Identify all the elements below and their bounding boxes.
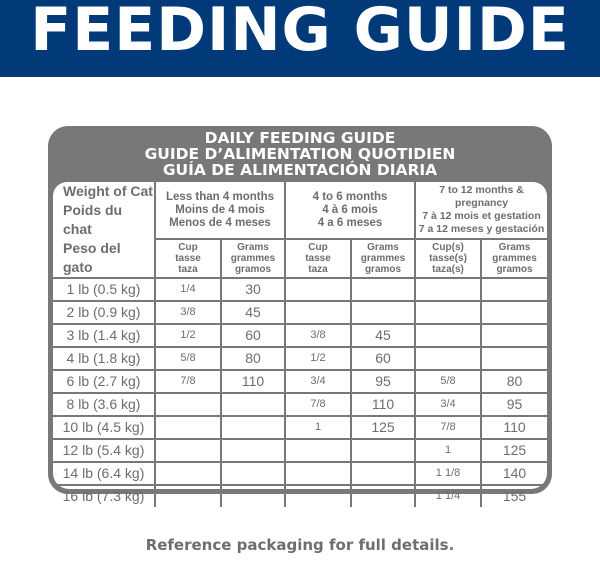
grams-cell xyxy=(351,462,415,485)
group-header-4-to-6-months xyxy=(285,182,415,239)
unit-line: grammes xyxy=(230,253,276,265)
cup-cell xyxy=(155,416,221,439)
cup-cell xyxy=(285,462,351,485)
grams-cell: 80 xyxy=(221,347,285,370)
unit-line: taza(s) xyxy=(432,264,464,276)
unit-line: Cup(s) xyxy=(432,242,464,254)
grams-cell: 155 xyxy=(481,485,547,507)
cup-cell: 3/8 xyxy=(285,324,351,347)
cup-cell: 3/8 xyxy=(155,301,221,324)
unit-header-cup xyxy=(155,239,221,278)
unit-line: grammes xyxy=(360,253,406,265)
cup-cell: 7/8 xyxy=(415,416,481,439)
cup-cell: 7/8 xyxy=(285,393,351,416)
cup-cell: 1 1/4 xyxy=(415,485,481,507)
reference-note: Reference packaging for full details. xyxy=(145,536,455,554)
table-row xyxy=(53,462,547,485)
unit-header-cups xyxy=(415,239,481,278)
group-line: Moins de 4 mois xyxy=(175,203,265,216)
table-row xyxy=(53,439,547,462)
group-line: 7 to 12 months & pregnancy xyxy=(439,184,524,210)
unit-line: taza xyxy=(178,264,198,276)
unit-line: tasse xyxy=(175,253,201,265)
cup-cell: 1/2 xyxy=(285,347,351,370)
table-row xyxy=(53,393,547,416)
unit-header-grams xyxy=(221,239,285,278)
weight-cell: 12 lb (5.4 kg) xyxy=(53,439,155,462)
cup-cell xyxy=(285,439,351,462)
grams-cell: 60 xyxy=(351,347,415,370)
cup-cell xyxy=(415,324,481,347)
group-line: Less than 4 months xyxy=(166,190,274,203)
unit-line: Grams xyxy=(367,242,399,254)
table-row xyxy=(53,301,547,324)
cup-cell xyxy=(285,278,351,301)
unit-line: gramos xyxy=(364,264,402,276)
group-line: 4 à 6 mois xyxy=(322,203,378,216)
cup-cell: 1/2 xyxy=(155,324,221,347)
cup-cell: 7/8 xyxy=(155,370,221,393)
unit-line: tasse(s) xyxy=(429,253,467,265)
table-title-es: GUÍA DE ALIMENTACIÓN DIARIA xyxy=(162,161,438,179)
table-row xyxy=(53,416,547,439)
grams-cell xyxy=(481,324,547,347)
unit-line: gramos xyxy=(234,264,272,276)
weight-header xyxy=(53,182,155,278)
cup-cell xyxy=(285,485,351,507)
cup-cell xyxy=(415,347,481,370)
weight-cell: 8 lb (3.6 kg) xyxy=(53,393,155,416)
grams-cell: 30 xyxy=(221,278,285,301)
grams-cell: 140 xyxy=(481,462,547,485)
table-row xyxy=(53,278,547,301)
feeding-guide-banner xyxy=(0,0,600,77)
grams-cell xyxy=(351,439,415,462)
unit-line: Grams xyxy=(237,242,269,254)
group-header-7-to-12-months xyxy=(415,182,547,239)
feeding-table xyxy=(53,182,547,507)
cup-cell: 3/4 xyxy=(285,370,351,393)
weight-cell: 14 lb (6.4 kg) xyxy=(53,462,155,485)
weight-header-fr: Poids du chat xyxy=(63,202,123,237)
cup-cell: 1/4 xyxy=(155,278,221,301)
table-title xyxy=(48,130,552,178)
unit-header-cup xyxy=(285,239,351,278)
group-line: 7 à 12 mois et gestation xyxy=(422,210,541,223)
grams-cell: 45 xyxy=(221,301,285,324)
feeding-table-body xyxy=(53,182,547,504)
weight-cell: 2 lb (0.9 kg) xyxy=(53,301,155,324)
page-title: FEEDING GUIDE xyxy=(30,0,570,65)
cup-cell xyxy=(155,485,221,507)
cup-cell xyxy=(155,462,221,485)
weight-cell: 6 lb (2.7 kg) xyxy=(53,370,155,393)
cup-cell xyxy=(415,301,481,324)
unit-line: Grams xyxy=(498,242,531,254)
weight-header-es: Peso del gato xyxy=(63,240,121,275)
weight-cell: 10 lb (4.5 kg) xyxy=(53,416,155,439)
weight-cell: 1 lb (0.5 kg) xyxy=(53,278,155,301)
table-title-en: DAILY FEEDING GUIDE xyxy=(204,129,396,147)
cup-cell xyxy=(285,301,351,324)
cup-cell: 1 1/8 xyxy=(415,462,481,485)
unit-line: Cup xyxy=(308,242,328,254)
grams-cell: 110 xyxy=(221,370,285,393)
grams-cell xyxy=(351,485,415,507)
table-row xyxy=(53,370,547,393)
cup-cell xyxy=(155,393,221,416)
weight-cell: 16 lb (7.3 kg) xyxy=(53,485,155,507)
grams-cell: 110 xyxy=(481,416,547,439)
feeding-table-frame xyxy=(48,126,552,504)
cup-cell: 1 xyxy=(285,416,351,439)
table-title-fr: GUIDE D’ALIMENTATION QUOTIDIEN xyxy=(144,145,456,163)
grams-cell xyxy=(221,439,285,462)
grams-cell: 125 xyxy=(351,416,415,439)
table-row xyxy=(53,347,547,370)
grams-cell xyxy=(351,301,415,324)
unit-header-grams xyxy=(481,239,547,278)
weight-cell: 3 lb (1.4 kg) xyxy=(53,324,155,347)
unit-line: tasse xyxy=(305,253,331,265)
grams-cell xyxy=(221,393,285,416)
unit-line: gramos xyxy=(496,264,533,276)
grams-cell xyxy=(481,301,547,324)
group-line: 4 a 6 meses xyxy=(317,216,383,229)
grams-cell: 125 xyxy=(481,439,547,462)
cup-cell: 5/8 xyxy=(155,347,221,370)
grams-cell xyxy=(221,462,285,485)
grams-cell xyxy=(481,347,547,370)
group-line: 4 to 6 months xyxy=(312,190,388,203)
group-header-under-4-months xyxy=(155,182,285,239)
unit-line: Cup xyxy=(178,242,198,254)
grams-cell: 95 xyxy=(481,393,547,416)
group-line: Menos de 4 meses xyxy=(169,216,271,229)
grams-cell: 45 xyxy=(351,324,415,347)
unit-header-grams xyxy=(351,239,415,278)
cup-cell xyxy=(155,439,221,462)
cup-cell xyxy=(415,278,481,301)
unit-line: taza xyxy=(308,264,328,276)
grams-cell: 95 xyxy=(351,370,415,393)
grams-cell xyxy=(221,485,285,507)
cup-cell: 1 xyxy=(415,439,481,462)
cup-cell: 3/4 xyxy=(415,393,481,416)
grams-cell: 60 xyxy=(221,324,285,347)
grams-cell xyxy=(221,416,285,439)
cup-cell: 5/8 xyxy=(415,370,481,393)
grams-cell: 110 xyxy=(351,393,415,416)
unit-line: grammes xyxy=(492,253,537,265)
weight-header-en: Weight of Cat xyxy=(63,183,153,199)
group-line: 7 a 12 meses y gestación xyxy=(418,223,545,236)
table-row xyxy=(53,485,547,507)
weight-cell: 4 lb (1.8 kg) xyxy=(53,347,155,370)
grams-cell xyxy=(481,278,547,301)
grams-cell xyxy=(351,278,415,301)
table-row xyxy=(53,324,547,347)
grams-cell: 80 xyxy=(481,370,547,393)
